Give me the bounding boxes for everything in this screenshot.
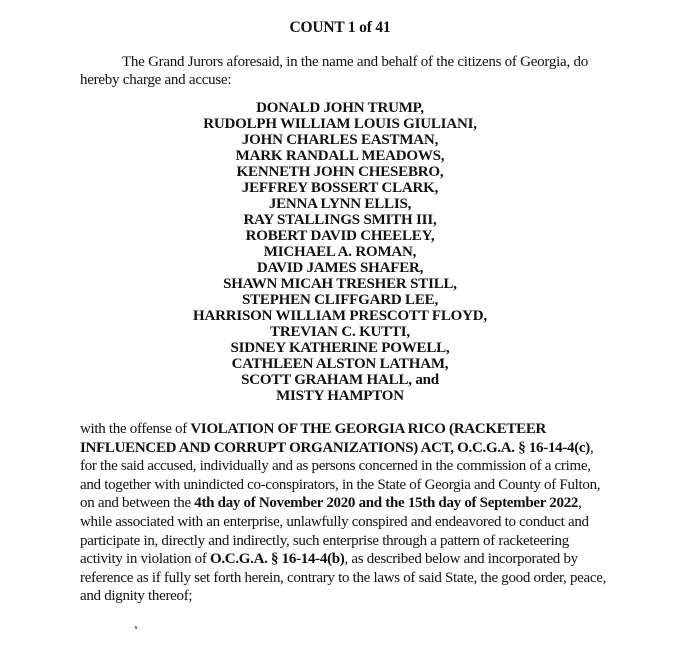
offense-date-range: 4th day of November 2020 and the 15th day of September 2022 bbox=[194, 495, 579, 512]
count-title: COUNT 1 of 41 bbox=[289, 19, 391, 36]
defendant-name: JOHN CHARLES EASTMAN, bbox=[241, 132, 439, 148]
defendant-name: SIDNEY KATHERINE POWELL, bbox=[230, 340, 450, 356]
defendant-name: SCOTT GRAHAM HALL, and bbox=[241, 372, 439, 388]
defendants-list bbox=[0, 100, 680, 404]
defendant-name: MISTY HAMPTON bbox=[276, 388, 404, 404]
offense-paragraph bbox=[80, 420, 612, 606]
defendant-name: SHAWN MICAH TRESHER STILL, bbox=[223, 276, 457, 292]
offense-text-1: with the offense of bbox=[80, 421, 191, 437]
scan-artifact bbox=[134, 626, 137, 630]
offense-text-3: , while associated with an enterprise, unlawfully conspired and endeavored to conduct and participate in, directly and indirectly, such enterprise through a pattern of racketeering activity in violation of bbox=[80, 495, 589, 568]
defendant-name: STEPHEN CLIFFGARD LEE, bbox=[241, 292, 439, 308]
defendant-name: RUDOLPH WILLIAM LOUIS GIULIANI, bbox=[203, 116, 477, 132]
defendant-name: DAVID JAMES SHAFER, bbox=[256, 260, 424, 276]
defendant-name: JENNA LYNN ELLIS, bbox=[268, 196, 412, 212]
violation-statute: O.C.G.A. § 16-14-4(b) bbox=[209, 551, 345, 568]
defendant-name: MICHAEL A. ROMAN, bbox=[263, 244, 417, 260]
offense-text-4: , as described below and incorporated by reference as if fully set forth herein, contrary to the laws of said State, the good order, peace, and dignity thereof; bbox=[80, 551, 607, 605]
defendant-name: MARK RANDALL MEADOWS, bbox=[235, 148, 445, 164]
defendant-name: TREVIAN C. KUTTI, bbox=[270, 324, 410, 340]
defendant-name: CATHLEEN ALSTON LATHAM, bbox=[231, 356, 449, 372]
intro-paragraph: The Grand Jurors aforesaid, in the name and behalf of the citizens of Georgia, do hereby charge and accuse: bbox=[80, 54, 588, 88]
offense-text-2: , for the said accused, individually and as persons concerned in the commission of a crime, and together with unindicted co-conspirators, in the State of Georgia and County of Fulton, on and between the bbox=[80, 439, 601, 512]
defendant-name: JEFFREY BOSSERT CLARK, bbox=[241, 180, 439, 196]
defendant-name: ROBERT DAVID CHEELEY, bbox=[245, 228, 435, 244]
defendant-name: HARRISON WILLIAM PRESCOTT FLOYD, bbox=[193, 308, 487, 324]
charge-statute: VIOLATION OF THE GEORGIA RICO (RACKETEER INFLUENCED AND CORRUPT ORGANIZATIONS) ACT, O.C.G.A. § 16-14-4(c) bbox=[80, 421, 590, 456]
defendant-name: KENNETH JOHN CHESEBRO, bbox=[236, 164, 444, 180]
defendant-name: RAY STALLINGS SMITH III, bbox=[243, 212, 437, 228]
defendant-name: DONALD JOHN TRUMP, bbox=[256, 100, 424, 116]
